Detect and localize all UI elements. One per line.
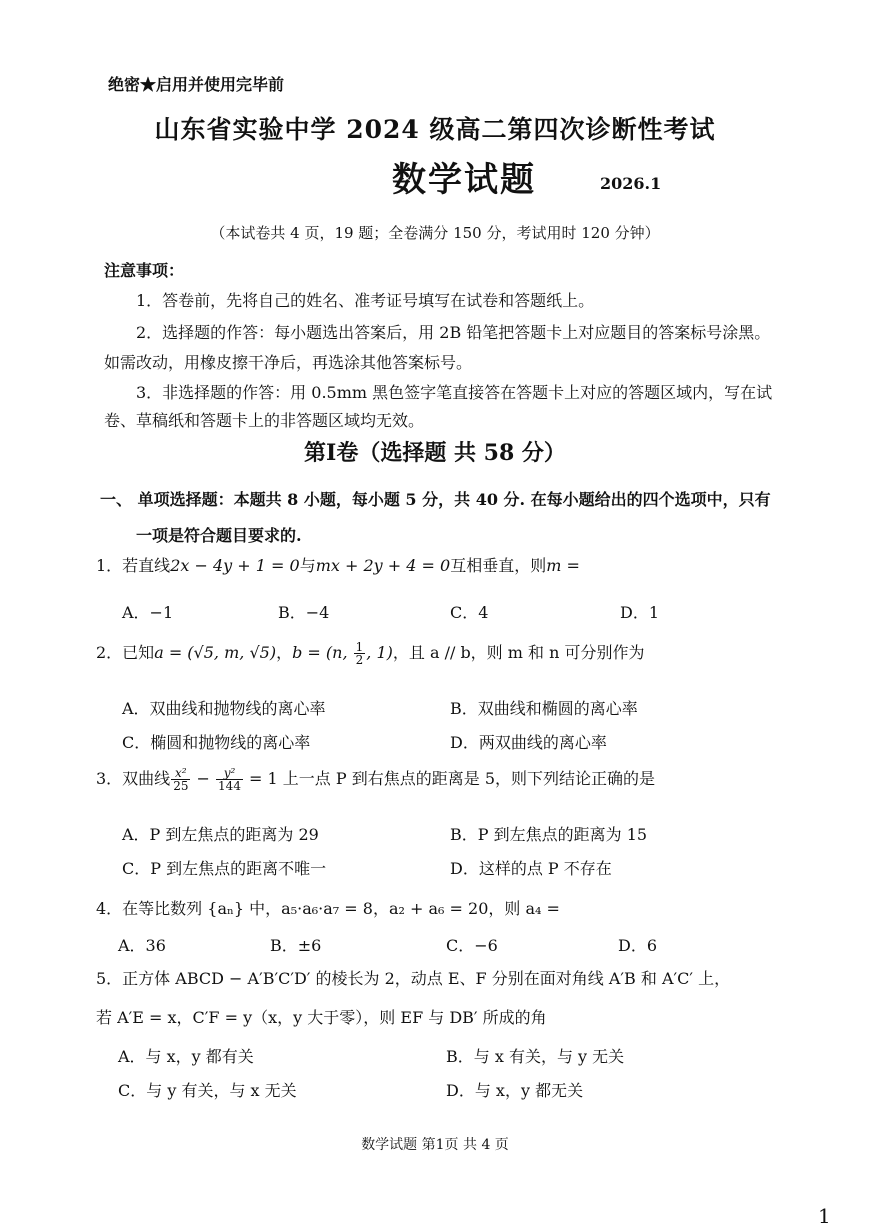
q3-fraction-y-numerator: y²: [216, 767, 243, 780]
q2-option-a: A．双曲线和抛物线的离心率: [122, 699, 326, 718]
q2-prefix: 2．已知: [96, 643, 155, 662]
q4-option-c: C．−6: [446, 936, 498, 955]
q3-option-d: D．这样的点 P 不存在: [450, 859, 612, 878]
q3-option-c: C．P 到左焦点的距离不唯一: [122, 859, 327, 878]
exam-title: 山东省实验中学 2024 级高二第四次诊断性考试: [154, 115, 716, 144]
exam-date: 2026.1: [600, 174, 662, 193]
q3-fraction-y: [216, 767, 243, 792]
page-number: 1: [818, 1204, 831, 1228]
page-footer: 数学试题 第1页 共 4 页: [361, 1137, 509, 1153]
q5-option-b: B．与 x 有关，与 y 无关: [446, 1047, 625, 1066]
q2-fraction: [354, 641, 366, 666]
question-4: 4．在等比数列 {aₙ} 中，a₅·a₆·a₇ = 8，a₂ + a₆ = 20，则 a₄ =: [96, 899, 560, 918]
q1-option-a: A．−1: [122, 603, 174, 622]
q1-option-c: C．4: [450, 603, 489, 622]
notice-line: 2．选择题的作答：每小题选出答案后，用 2B 铅笔把答题卡上对应题目的答案标号涂黑。: [136, 323, 771, 342]
question-3: [96, 766, 655, 792]
notice-line: 卷、草稿纸和答题卡上的非答题区域均无效。: [104, 411, 425, 430]
question-2: [96, 640, 645, 666]
q2-condition: ，且 a // b，则 m 和 n 可分别作为: [392, 643, 645, 662]
q1-option-b: B．−4: [278, 603, 330, 622]
q4-option-d: D．6: [618, 936, 658, 955]
q1-equation-2: mx + 2y + 4 = 0: [315, 556, 451, 575]
q1-post: 互相垂直，则: [450, 556, 547, 575]
q3-fraction-x-numerator: x²: [171, 767, 190, 780]
q2-option-c: C．椭圆和抛物线的离心率: [122, 733, 311, 752]
q3-minus: −: [191, 769, 216, 788]
notice-line: 3．非选择题的作答：用 0.5mm 黑色签字笔直接答在答题卡上对应的答题区域内，写在试: [136, 383, 773, 402]
q5-option-d: D．与 x，y 都无关: [446, 1081, 584, 1100]
q1-mid: 与: [299, 556, 316, 575]
q3-option-b: B．P 到左焦点的距离为 15: [450, 825, 648, 844]
question-5-line-2: 若 A′E = x，C′F = y（x，y 大于零），则 EF 与 DB′ 所成的角: [96, 1008, 547, 1027]
confidential-label: 绝密★启用并使用完毕前: [108, 75, 285, 94]
q3-fraction-y-denominator: 144: [218, 779, 241, 793]
q2-fraction-denominator: 2: [355, 653, 364, 667]
q5-option-a: A．与 x，y 都有关: [118, 1047, 254, 1066]
notice-line: 1．答卷前，先将自己的姓名、准考证号填写在试卷和答题纸上。: [136, 291, 595, 310]
question-1: [96, 553, 580, 576]
q1-equation-1: 2x − 4y + 1 = 0: [170, 556, 300, 575]
q2-option-b: B．双曲线和椭圆的离心率: [450, 699, 638, 718]
notice-title: 注意事项：: [104, 261, 185, 280]
q2-separator: ，: [276, 643, 293, 662]
q2-option-d: D．两双曲线的离心率: [450, 733, 607, 752]
q3-fraction-x: [171, 767, 190, 792]
q4-option-a: A．36: [118, 936, 166, 955]
part-heading: 第Ⅰ卷（选择题 共 58 分）: [304, 440, 566, 466]
q4-option-b: B．±6: [270, 936, 322, 955]
q2-vector-a: a = (√5, m, √5): [154, 643, 277, 662]
q2-vector-b-start: b = (n,: [292, 643, 353, 662]
q1-variable: m =: [546, 556, 580, 575]
question-5-line-1: 5．正方体 ABCD − A′B′C′D′ 的棱长为 2，动点 E、F 分别在面对角线 A′B 和 A′C′ 上，: [96, 969, 731, 988]
q1-prefix: 1．若直线: [96, 556, 171, 575]
q5-option-c: C．与 y 有关，与 x 无关: [118, 1081, 297, 1100]
subject-title: 数学试题: [392, 160, 536, 200]
q3-fraction-x-denominator: 25: [173, 779, 189, 793]
exam-meta: （本试卷共 4 页，19 题；全卷满分 150 分，考试用时 120 分钟）: [210, 224, 660, 242]
q3-prefix: 3．双曲线: [96, 769, 171, 788]
section-instruction: 一、 单项选择题：本题共 8 小题，每小题 5 分，共 40 分. 在每小题给出的四个选项中，只有: [100, 490, 771, 509]
q3-post: = 1 上一点 P 到右焦点的距离是 5，则下列结论正确的是: [243, 769, 656, 788]
q2-vector-b-end: , 1): [366, 643, 393, 662]
q2-fraction-numerator: 1: [355, 640, 364, 654]
notice-line: 如需改动，用橡皮擦干净后，再选涂其他答案标号。: [104, 353, 473, 372]
q3-option-a: A．P 到左焦点的距离为 29: [122, 825, 319, 844]
q1-option-d: D．1: [620, 603, 660, 622]
section-instruction: 一项是符合题目要求的.: [136, 526, 302, 545]
